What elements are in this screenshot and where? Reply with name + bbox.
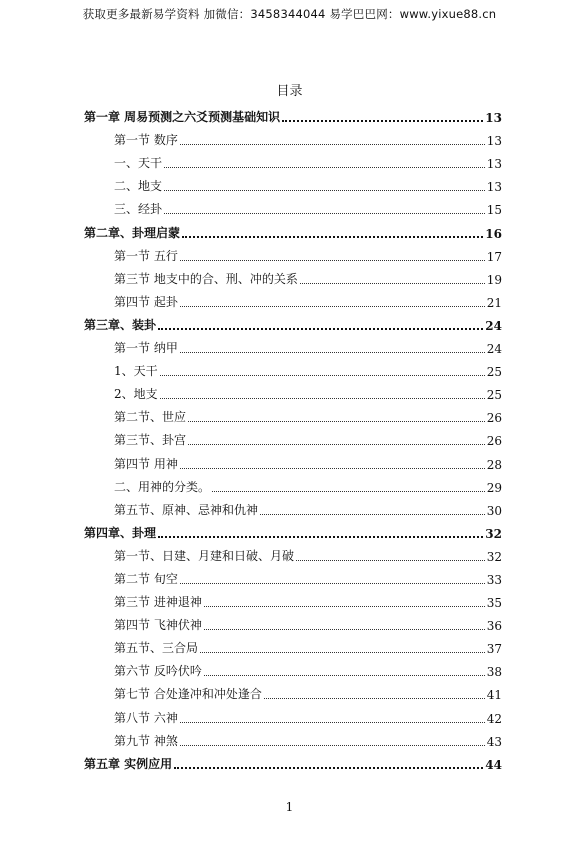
toc-entry-label: 第三节 进神退神 xyxy=(114,595,202,610)
toc-section-entry[interactable] xyxy=(84,171,502,194)
toc-section-entry[interactable] xyxy=(84,726,502,749)
toc-section-entry[interactable] xyxy=(84,679,502,702)
toc-entry-page: 35 xyxy=(486,596,502,611)
dot-leader xyxy=(158,327,483,330)
dot-leader xyxy=(160,374,485,376)
toc-entry-label: 1、天干 xyxy=(114,364,158,379)
toc-entry-label: 第一节 五行 xyxy=(114,248,178,263)
toc-entry-label: 第七节 合处逢冲和冲处逢合 xyxy=(114,687,262,702)
dot-leader xyxy=(200,651,485,653)
page-number: 1 xyxy=(285,800,294,814)
dot-leader xyxy=(160,397,485,399)
toc-entry-page: 24 xyxy=(486,342,502,357)
toc-section-entry[interactable] xyxy=(84,702,502,725)
toc-section-entry[interactable] xyxy=(84,610,502,633)
toc-entry-label: 第四节 用神 xyxy=(114,456,178,471)
toc-entry-label: 第五节、原神、忌神和仇神 xyxy=(114,502,259,517)
toc-chapter-entry[interactable] xyxy=(84,217,502,240)
toc-entry-label: 第二节 旬空 xyxy=(114,571,178,586)
dot-leader xyxy=(180,143,485,145)
toc-entry-page: 37 xyxy=(486,642,502,657)
toc-section-entry[interactable] xyxy=(84,448,502,471)
table-of-contents xyxy=(84,102,502,772)
dot-leader xyxy=(204,628,485,630)
toc-entry-label: 第一节 纳甲 xyxy=(114,341,178,356)
toc-entry-page: 24 xyxy=(485,318,502,333)
toc-section-entry[interactable] xyxy=(84,241,502,264)
toc-section-entry[interactable] xyxy=(84,472,502,495)
toc-entry-label: 第二章、卦理启蒙 xyxy=(84,225,181,240)
toc-entry-label: 第三章、装卦 xyxy=(84,317,157,332)
dot-leader xyxy=(164,212,485,214)
toc-entry-page: 33 xyxy=(486,572,502,587)
toc-section-entry[interactable] xyxy=(84,564,502,587)
toc-entry-page: 25 xyxy=(486,388,502,403)
toc-entry-label: 二、用神的分类。 xyxy=(114,479,211,494)
dot-leader xyxy=(212,490,485,492)
toc-entry-page: 32 xyxy=(485,526,502,541)
dot-leader xyxy=(204,605,485,607)
toc-entry-page: 41 xyxy=(486,688,502,703)
toc-entry-label: 第四节 起卦 xyxy=(114,294,178,309)
dot-leader xyxy=(174,766,483,769)
toc-entry-page: 28 xyxy=(486,457,502,472)
dot-leader xyxy=(180,305,485,307)
toc-section-entry[interactable] xyxy=(84,633,502,656)
toc-chapter-entry[interactable] xyxy=(84,102,502,125)
dot-leader xyxy=(188,443,485,445)
toc-entry-page: 30 xyxy=(486,503,502,518)
toc-entry-page: 42 xyxy=(486,711,502,726)
toc-entry-page: 36 xyxy=(486,619,502,634)
toc-entry-label: 第八节 六神 xyxy=(114,710,178,725)
toc-section-entry[interactable] xyxy=(84,333,502,356)
toc-entry-label: 第一节、日建、月建和日破、月破 xyxy=(114,548,295,563)
toc-title: 目录 xyxy=(276,84,303,99)
toc-entry-label: 第一章 周易预测之六爻预测基础知识 xyxy=(84,110,281,125)
dot-leader xyxy=(180,744,485,746)
toc-entry-page: 17 xyxy=(486,249,502,264)
toc-section-entry[interactable] xyxy=(84,379,502,402)
toc-section-entry[interactable] xyxy=(84,495,502,518)
toc-section-entry[interactable] xyxy=(84,264,502,287)
toc-entry-page: 26 xyxy=(486,411,502,426)
dot-leader xyxy=(204,674,485,676)
toc-entry-page: 13 xyxy=(486,180,502,195)
toc-section-entry[interactable] xyxy=(84,194,502,217)
dot-leader xyxy=(164,166,485,168)
toc-entry-label: 2、地支 xyxy=(114,387,158,402)
toc-section-entry[interactable] xyxy=(84,656,502,679)
toc-chapter-entry[interactable] xyxy=(84,518,502,541)
toc-entry-page: 21 xyxy=(486,295,502,310)
toc-entry-label: 第三节、卦宫 xyxy=(114,433,187,448)
dot-leader xyxy=(182,235,483,238)
dot-leader xyxy=(296,559,485,561)
toc-section-entry[interactable] xyxy=(84,402,502,425)
dot-leader xyxy=(180,259,485,261)
toc-section-entry[interactable] xyxy=(84,125,502,148)
toc-entry-page: 13 xyxy=(486,134,502,149)
page-header: 获取更多最新易学资料 加微信：3458344044 易学巴巴网：www.yixue88.cn xyxy=(82,7,497,21)
toc-entry-page: 13 xyxy=(486,157,502,172)
toc-entry-label: 第九节 神煞 xyxy=(114,733,178,748)
toc-entry-page: 15 xyxy=(486,203,502,218)
toc-entry-label: 第二节、世应 xyxy=(114,410,187,425)
toc-section-entry[interactable] xyxy=(84,587,502,610)
toc-entry-page: 19 xyxy=(486,272,502,287)
toc-entry-page: 32 xyxy=(486,549,502,564)
toc-entry-label: 第四章、卦理 xyxy=(84,525,157,540)
dot-leader xyxy=(180,467,485,469)
toc-chapter-entry[interactable] xyxy=(84,749,502,772)
toc-entry-page: 43 xyxy=(486,734,502,749)
dot-leader xyxy=(188,420,485,422)
toc-chapter-entry[interactable] xyxy=(84,310,502,333)
toc-entry-label: 第六节 反吟伏吟 xyxy=(114,664,202,679)
toc-entry-page: 26 xyxy=(486,434,502,449)
toc-entry-page: 44 xyxy=(485,757,502,772)
toc-section-entry[interactable] xyxy=(84,425,502,448)
dot-leader xyxy=(180,351,485,353)
toc-entry-label: 第三节 地支中的合、刑、冲的关系 xyxy=(114,271,298,286)
toc-entry-page: 25 xyxy=(486,365,502,380)
dot-leader xyxy=(180,582,485,584)
dot-leader xyxy=(282,119,483,122)
toc-entry-label: 一、天干 xyxy=(114,156,163,171)
dot-leader xyxy=(260,513,485,515)
toc-entry-page: 13 xyxy=(485,111,502,126)
toc-entry-label: 第一节 数序 xyxy=(114,133,178,148)
dot-leader xyxy=(300,282,485,284)
dot-leader xyxy=(180,721,485,723)
toc-entry-page: 38 xyxy=(486,665,502,680)
toc-section-entry[interactable] xyxy=(84,287,502,310)
toc-entry-label: 第五章 实例应用 xyxy=(84,756,173,771)
toc-entry-label: 第五节、三合局 xyxy=(114,641,199,656)
toc-section-entry[interactable] xyxy=(84,148,502,171)
toc-entry-page: 16 xyxy=(485,226,502,241)
toc-section-entry[interactable] xyxy=(84,541,502,564)
toc-section-entry[interactable] xyxy=(84,356,502,379)
toc-entry-label: 二、地支 xyxy=(114,179,163,194)
toc-entry-page: 29 xyxy=(486,480,502,495)
dot-leader xyxy=(158,535,483,538)
dot-leader xyxy=(164,189,485,191)
toc-entry-label: 三、经卦 xyxy=(114,202,163,217)
dot-leader xyxy=(264,697,485,699)
toc-entry-label: 第四节 飞神伏神 xyxy=(114,618,202,633)
